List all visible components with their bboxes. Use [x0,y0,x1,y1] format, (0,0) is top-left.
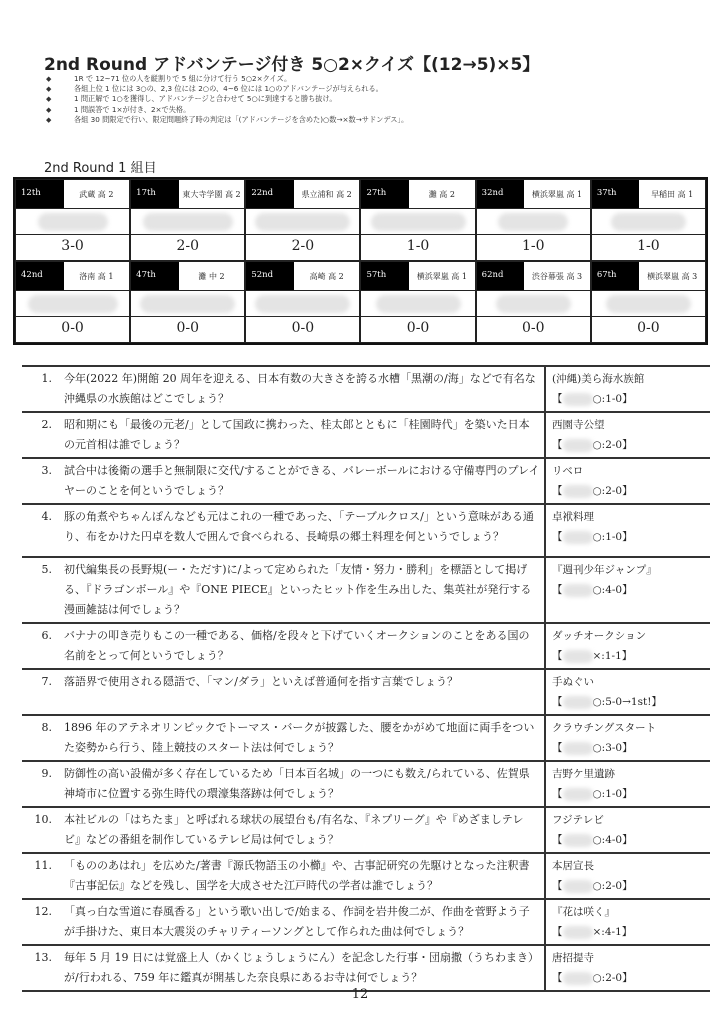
answerer-redacted [563,696,593,709]
player-school: 県立浦和 高 2 [301,190,352,199]
player-rank: 52nd [246,262,294,290]
answer-result: 【 ○:1-0】 [552,531,633,543]
player-name-redacted [131,291,244,317]
player-rank: 17th [131,180,179,208]
result-score: ○:1-0】 [592,788,633,800]
page-title: 2nd Round アドバンテージ付き 5○2×クイズ【(12→5)×5】 [44,55,540,75]
result-score: ○:2-0】 [592,439,633,451]
answer-text: 『花は咲く』 [552,906,615,918]
question-row [22,669,710,715]
player-school: 洛南 高 1 [79,272,114,281]
question-table [22,365,710,992]
player-cell [360,179,475,261]
result-score: ○:1-0】 [592,393,633,405]
player-school: 灘 高 2 [428,190,455,199]
question-row [22,623,710,669]
player-rank: 37th [592,180,640,208]
player-school: 早稲田 高 1 [651,190,694,199]
player-rank: 57th [361,262,409,290]
answerer-redacted [563,926,593,939]
result-score: ○:3-0】 [592,742,633,754]
player-name-redacted [477,209,590,235]
answerer-redacted [563,788,593,801]
rule-item: ◆ 1 問誤答で 1×が付き、2×で失格。 [44,105,408,115]
answer-result: 【 ○:3-0】 [552,742,633,754]
answer-text: リベロ [552,465,584,477]
page-number: 12 [351,987,369,1002]
player-cell [15,179,130,261]
question-text: 「もののあはれ」を広めた/著書『源氏物語玉の小櫛』や、古事記研究の先駆けとなった注釈書『古事記伝』などを残し、国学を大成させた江戸時代の学者は誰でしょう？ [60,853,545,899]
answerer-redacted [563,972,593,985]
answer-result: 【 ○:2-0】 [552,880,633,892]
question-row [22,899,710,945]
answer-result: 【 ×:1-1】 [552,650,633,662]
player-cell [130,179,245,261]
player-score: 0-0 [61,320,84,336]
answer-text: 手ぬぐい [552,676,594,688]
answer-text: 本居宣長 [552,860,594,872]
question-row [22,412,710,458]
answerer-redacted [563,485,593,498]
answerer-redacted [563,834,593,847]
player-name-redacted [16,291,129,317]
answerer-redacted [563,880,593,893]
answer-result: 【 ×:4-1】 [552,926,633,938]
question-row [22,366,710,412]
player-score: 0-0 [521,320,545,336]
question-row [22,458,710,504]
question-text: バナナの叩き売りもこの一種である、価格/を段々と下げていくオークションのことをある国の名前をとって何というでしょう？ [60,623,545,669]
question-text: 本社ビルの「はちたま」と呼ばれる球状の展望台も/有名な、『ネプリーグ』や『めざましテレビ』などの番組を制作しているテレビ局は何でしょう？ [60,807,545,853]
player-score: 0-0 [406,320,430,336]
player-score-table [13,177,708,345]
result-score: ×:4-1】 [592,926,633,938]
player-rank: 32nd [477,180,525,208]
rule-item: ◆ 各組 30 問限定で行い、限定問題終了時の判定は「(アドバンテージを含めた)○数→×数→サドンデス」。 [44,115,408,125]
question-text: 「真っ白な雪道に春風香る」という歌い出しで/始まる、作詞を岩井俊二が、作曲を菅野よう子が手掛けた、東日本大震災のチャリティーソングとして作られた曲は何でしょう？ [60,899,545,945]
player-school: 武蔵 高 2 [79,190,114,199]
answerer-redacted [563,650,593,663]
player-score: 0-0 [176,320,200,336]
player-rank: 42nd [16,262,64,290]
player-name-redacted [246,209,359,235]
player-score: 1-0 [637,238,660,254]
question-number: 1. [22,366,60,412]
player-school: 高崎 高 2 [309,272,344,281]
player-school: 東大寺学園 高 2 [182,190,241,199]
player-score: 0-0 [637,320,660,336]
answer-result: 【 ○:2-0】 [552,972,633,984]
player-rank: 47th [131,262,179,290]
player-rank: 27th [361,180,409,208]
rule-item: ◆ 各組上位 1 位には 3○の、2,3 位には 2○の、4~6 位には 1○のアドバンテージが与えられる。 [44,84,408,94]
player-cell [130,261,245,343]
question-text: 試合中は後衛の選手と無制限に交代/することができる、バレーボールにおける守備専門のプレイヤーのことを何というでしょう？ [60,458,545,504]
player-school: 横浜翠嵐 高 1 [416,272,467,281]
answer-text: 吉野ケ里遺跡 [552,768,615,780]
player-school: 横浜翠嵐 高 3 [647,272,698,281]
question-row [22,504,710,557]
question-text: 毎年 5 月 19 日には覚盛上人（かくじょうしょうにん）を記念した行事・団扇撒（うちわまき）が/行われる、759 年に鑑真が開基した奈良県にあるお寺は何でしょう？ [60,945,545,991]
answer-text: (沖縄)美ら海水族館 [552,373,645,385]
player-score: 3-0 [61,238,84,254]
player-name-redacted [361,209,474,235]
question-number: 9. [22,761,60,807]
result-score: ○:4-0】 [592,834,633,846]
question-number: 3. [22,458,60,504]
question-text: 初代編集長の長野規(ー・ただす)に/よって定められた「友情・努力・勝利」を標語として掲げる、『ドラゴンボール』や『ONE PIECE』といったヒット作を生み出した、集英社が発行する漫画雑誌は何でしょう？ [60,557,545,623]
question-row [22,853,710,899]
player-rank: 12th [16,180,64,208]
question-number: 5. [22,557,60,623]
question-text: 1896 年のアテネオリンピックでトーマス・バークが披露した、腰をかがめて地面に両手をついた姿勢から行う、陸上競技のスタート法は何でしょう？ [60,715,545,761]
player-name-redacted [592,291,705,317]
answer-text: 『週刊少年ジャンプ』 [552,564,657,576]
player-score: 1-0 [406,238,430,254]
question-number: 10. [22,807,60,853]
result-score: ○:2-0】 [592,880,633,892]
question-text: 落語界で使用される隠語で、「マン/ダラ」といえば普通何を指す言葉でしょう？ [60,669,545,715]
answer-result: 【 ○:4-0】 [552,584,633,596]
player-cell [476,179,591,261]
result-score: ○:2-0】 [592,972,633,984]
player-score: 2-0 [176,238,200,254]
result-score: ○:2-0】 [592,485,633,497]
question-number: 11. [22,853,60,899]
player-score: 2-0 [291,238,315,254]
question-row [22,715,710,761]
question-number: 8. [22,715,60,761]
result-score: ○:1-0】 [592,531,633,543]
answer-text: フジテレビ [552,814,604,826]
answer-result: 【 ○:1-0】 [552,393,633,405]
player-name-redacted [131,209,244,235]
question-text: 昭和期にも「最後の元老/」として国政に携わった、桂太郎とともに「桂園時代」を築いた日本の元首相は誰でしょう？ [60,412,545,458]
player-cell [245,179,360,261]
answer-text: 西園寺公望 [552,419,605,431]
rule-item: ◆ 1 問正解で 1○を獲得し、アドバンテージと合わせて 5○に到達すると勝ち抜け。 [44,94,408,104]
answer-result: 【 ○:5-0→1st!】 [552,696,662,708]
rules-list [44,74,408,125]
player-cell [476,261,591,343]
question-row [22,945,710,991]
player-score: 1-0 [521,238,545,254]
answerer-redacted [563,531,593,544]
player-score: 0-0 [291,320,315,336]
question-number: 4. [22,504,60,557]
player-cell [15,261,130,343]
question-text: 今年(2022 年)開館 20 周年を迎える、日本有数の大きさを誇る水槽「黒潮の/海」などで有名な沖縄県の水族館はどこでしょう？ [60,366,545,412]
player-rank: 62nd [477,262,525,290]
question-row [22,557,710,623]
answerer-redacted [563,742,593,755]
player-name-redacted [477,291,590,317]
question-number: 6. [22,623,60,669]
player-school: 横浜翠嵐 高 1 [531,190,583,199]
group-subtitle: 2nd Round 1 組目 [44,161,157,176]
answer-text: 卓袱料理 [552,511,594,523]
player-school: 灘 中 2 [198,272,225,281]
question-text: 防御性の高い設備が多く存在しているため「日本百名城」の一つにも数え/られている、佐賀県神埼市に位置する弥生時代の環濠集落跡は何でしょう？ [60,761,545,807]
player-school: 渋谷幕張 高 3 [531,272,583,281]
question-number: 7. [22,669,60,715]
question-row [22,761,710,807]
question-number: 13. [22,945,60,991]
player-name-redacted [16,209,129,235]
result-score: ○:5-0→1st!】 [592,696,662,708]
player-name-redacted [361,291,474,317]
answer-text: クラウチングスタート [552,722,657,734]
question-text: 豚の角煮やちゃんぽんなども元はこれの一種であった、「テーブルクロス/」という意味がある通り、布をかけた円卓を数人で囲んで食べられる、長崎県の郷土料理を何というでしょう？ [60,504,545,557]
result-score: ×:1-1】 [592,650,633,662]
result-score: ○:4-0】 [592,584,633,596]
rule-item: ◆ 1R で 12~71 位の人を縦割りで 5 組に分けて行う 5○2×クイズ。 [44,74,408,84]
answerer-redacted [563,393,593,406]
answer-text: ダッチオークション [552,630,647,642]
answerer-redacted [563,584,593,597]
answer-result: 【 ○:2-0】 [552,485,633,497]
player-cell [245,261,360,343]
player-cell [591,179,706,261]
answer-result: 【 ○:2-0】 [552,439,633,451]
player-rank: 22nd [246,180,294,208]
answerer-redacted [563,439,593,452]
player-rank: 67th [592,262,640,290]
question-number: 12. [22,899,60,945]
answer-result: 【 ○:4-0】 [552,834,633,846]
answer-result: 【 ○:1-0】 [552,788,633,800]
question-number: 2. [22,412,60,458]
player-cell [591,261,706,343]
player-name-redacted [592,209,705,235]
player-cell [360,261,475,343]
answer-text: 唐招提寺 [552,952,594,964]
question-row [22,807,710,853]
player-name-redacted [246,291,359,317]
